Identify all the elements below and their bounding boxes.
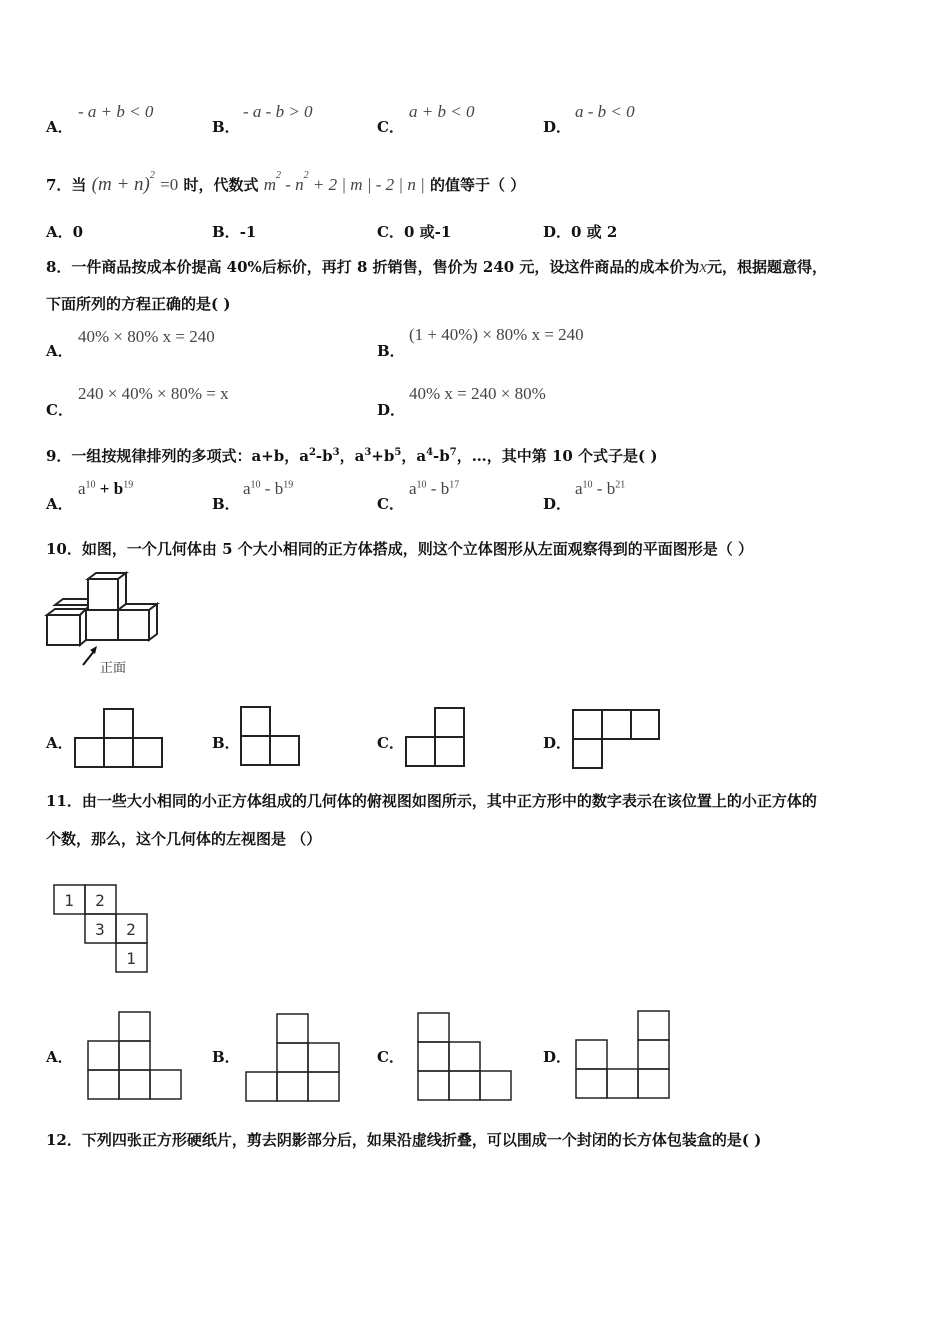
q8-stem-line1 [46,256,827,277]
q7-option-a: A．0 [46,223,84,241]
q10-option-c-letter: C． [377,734,404,752]
q11-option-a-letter: A． [46,1048,73,1066]
q10-solid-figure [40,568,170,680]
q11-grid-cell-5: 1 [126,949,136,968]
q11-grid-cell-4: 2 [126,920,136,939]
q11-grid-cell-2: 2 [95,891,105,910]
q6-option-b-expr: - a - b > 0 [243,102,313,121]
q7-option-b: B．-1 [212,223,257,241]
q11-grid-cell-3: 3 [95,920,105,939]
q11-option-d-letter: D． [543,1048,572,1066]
q8-option-d-expr: 40% x = 240 × 80% [409,384,546,403]
q11-top-view-grid [52,883,152,975]
q6-option-c-expr: a + b < 0 [409,102,475,121]
q9-option-a-letter: A． [46,495,73,513]
q8-option-a-letter: A． [46,342,73,360]
q10-option-c-figure [405,706,469,770]
q9-option-d-letter: D． [543,495,572,513]
q7-cond: (m + n) [91,174,150,195]
q11-stem-line2: 个数，那么，这个几何体的左视图是 （） [46,830,322,848]
q8-option-b-expr: (1 + 40%) × 80% x = 240 [409,325,584,344]
q8-option-b-letter: B． [377,342,405,360]
q10-front-label: 正面 [100,661,127,676]
q7-cond-exp: 2 [149,170,155,181]
q7-expr-m-exp: 2 [275,170,281,181]
q9-option-c-expr: $a^{10} - b^{17}$ [409,479,460,498]
q9-stem: 9．一组按规律排列的多项式：a+b，$a^2-b^3$，$a^3+b^5$，$a^4-b^7$，…，其中第 10 个式子是( ) [46,447,658,465]
q10-option-b-letter: B． [212,734,240,752]
q7-expr-rest: - n [280,175,304,194]
q7-suffix: 的值等于（ ） [429,176,526,194]
q8-option-a-expr: 40% × 80% x = 240 [78,327,215,346]
q7-prefix: 7．当 [46,176,87,194]
q8-stem-part2: 元，根据题意得， [706,258,827,276]
q10-option-d-letter: D． [543,734,572,752]
q7-option-c: C．0 或-1 [377,223,452,241]
q6-option-d-letter: D． [543,118,572,136]
q8-option-c-expr: 240 × 40% × 80% = x [78,384,229,403]
q6-option-a-expr: - a + b < 0 [78,102,154,121]
q11-option-c-figure [416,1011,514,1103]
q10-option-b-figure [240,705,304,769]
q7-expr-tail: + 2 | m | - 2 | n | [308,175,425,194]
q6-option-d-expr: a - b < 0 [575,102,635,121]
q7-expr-m: m [263,175,276,194]
q9-option-d-expr: $a^{10} - b^{21}$ [575,479,626,498]
q11-option-b-figure [244,1012,342,1104]
q9-option-b-expr: $a^{10} - b^{19}$ [243,479,294,498]
q9-option-a-expr: $a^{10} + b^{19}$ [78,479,134,498]
q8-stem-part1: 8．一件商品按成本价提高 40%后标价，再打 8 折销售，售价为 240 元，设这件商品的成本价为 [46,258,700,276]
q9-option-b-letter: B． [212,495,240,513]
q9-option-c-letter: C． [377,495,404,513]
q7-cond-rest: =0 [160,175,179,194]
q7-stem [46,170,526,196]
q10-option-a-letter: A． [46,734,73,752]
q10-option-d-figure [571,708,663,772]
q7-mid: 时，代数式 [183,176,259,194]
q12-stem: 12．下列四张正方形硬纸片，剪去阴影部分后，如果沿虚线折叠，可以围成一个封闭的长方体包装盒的是( ) [46,1131,762,1149]
q8-stem-line2: 下面所列的方程正确的是( ) [46,295,231,313]
q6-option-c-letter: C． [377,118,404,136]
q6-option-a-letter: A． [46,118,73,136]
q10-option-a-figure [74,707,166,769]
q8-option-c-letter: C． [46,401,73,419]
q6-option-b-letter: B． [212,118,240,136]
q8-var: x [699,257,707,276]
q11-stem-line1: 11．由一些大小相同的小正方体组成的几何体的俯视图如图所示，其中正方形中的数字表示在该位置上的小正方体的 [46,792,817,810]
q7-expr-n-exp: 2 [303,170,309,181]
q10-stem: 10．如图，一个几何体由 5 个大小相同的正方体搭成，则这个立体图形从左面观察得到的平面图形是（ ） [46,540,753,558]
q11-option-b-letter: B． [212,1048,240,1066]
q7-option-d: D．0 或 2 [543,223,618,241]
q11-option-a-figure [86,1010,184,1102]
q11-option-d-figure [574,1009,672,1101]
q11-option-c-letter: C． [377,1048,404,1066]
q11-grid-cell-1: 1 [64,891,74,910]
q8-option-d-letter: D． [377,401,406,419]
